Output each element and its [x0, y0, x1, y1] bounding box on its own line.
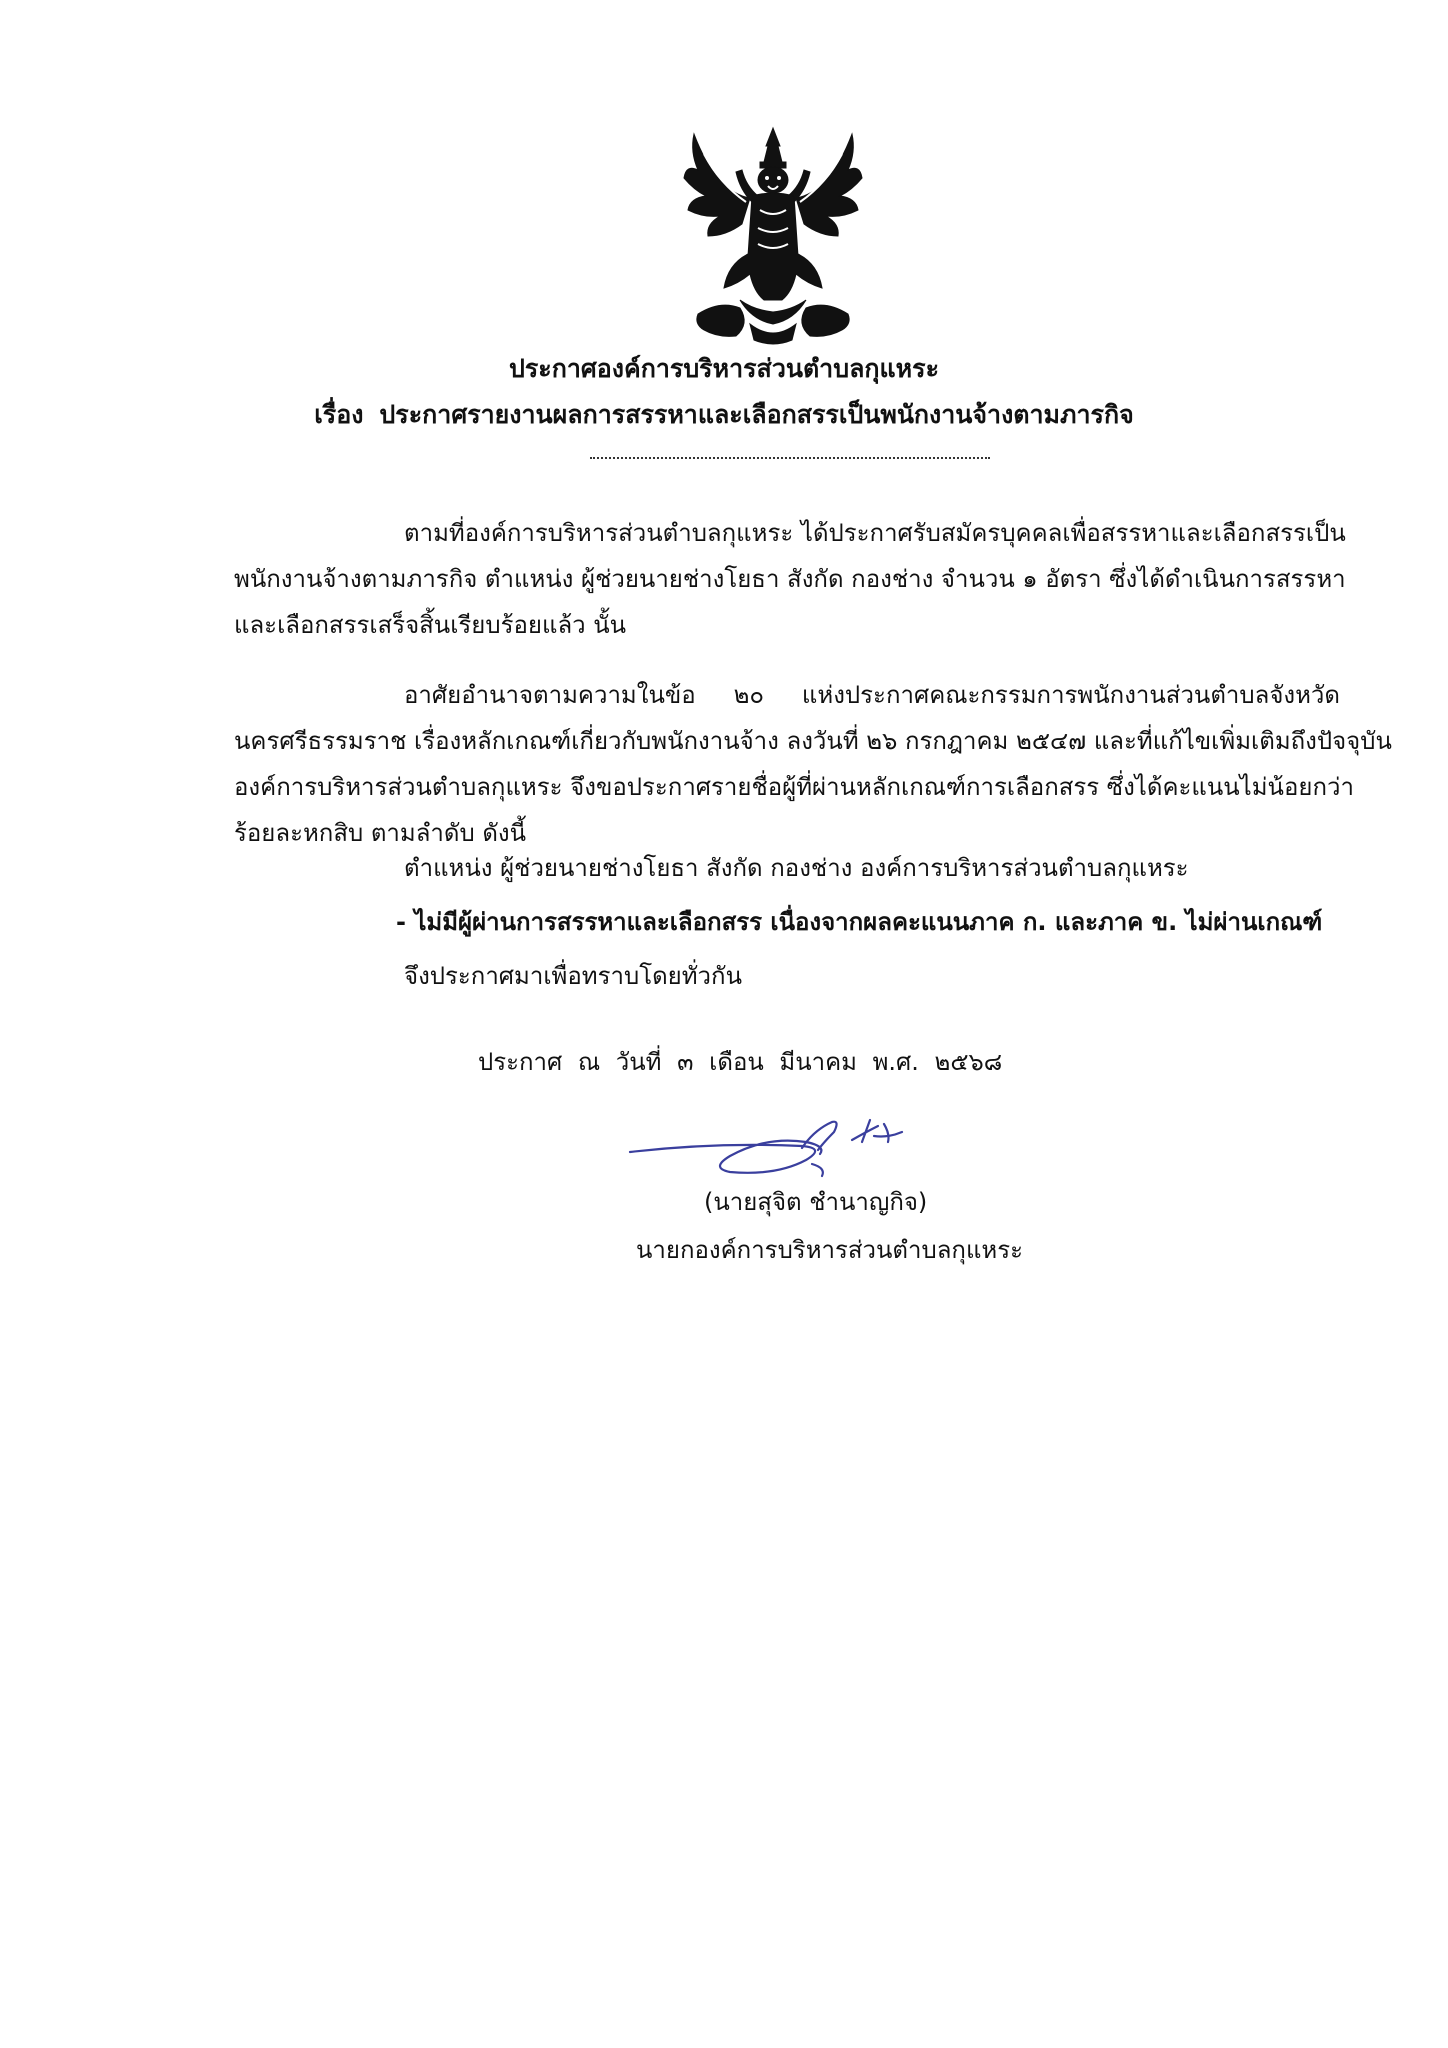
subject-label: เรื่อง — [314, 400, 364, 429]
signer-name: (นายสุจิต ชำนาญกิจ) — [704, 1188, 928, 1216]
paragraph-authority — [234, 672, 1392, 856]
announcement-title: ประกาศองค์การบริหารส่วนตำบลกุแหระ — [509, 354, 939, 383]
paragraph-line: องค์การบริหารส่วนตำบลกุแหระ จึงขอประกาศรายชื่อผู้ที่ผ่านหลักเกณฑ์การเลือกสรร ซึ่งได้คะแนนไม่น้อยกว่า — [234, 773, 1354, 801]
announcement-date: ประกาศ ณ วันที่ ๓ เดือน มีนาคม พ.ศ. ๒๕๖๘ — [478, 1048, 1003, 1076]
paragraph-line: อาศัยอำนาจตามความในข้อ ๒๐ แห่งประกาศคณะกรรมการพนักงานส่วนตำบลจังหวัด — [404, 681, 1340, 709]
position-line: ตำแหน่ง ผู้ช่วยนายช่างโยธา สังกัด กองช่าง องค์การบริหารส่วนตำบลกุแหระ — [404, 854, 1189, 882]
paragraph-line: พนักงานจ้างตามภารกิจ ตำแหน่ง ผู้ช่วยนายช่างโยธา สังกัด กองช่าง จำนวน ๑ อัตรา ซึ่งได้ดำเนินการสรรหา — [234, 565, 1346, 593]
signature-mark — [626, 1112, 934, 1178]
garuda-emblem-icon — [680, 124, 866, 348]
closing-line: จึงประกาศมาเพื่อทราบโดยทั่วกัน — [404, 962, 742, 990]
paragraph-line: ตามที่องค์การบริหารส่วนตำบลกุแหระ ได้ประกาศรับสมัครบุคคลเพื่อสรรหาและเลือกสรรเป็น — [404, 519, 1346, 547]
signer-title: นายกองค์การบริหารส่วนตำบลกุแหระ — [636, 1236, 1024, 1264]
paragraph-line: ร้อยละหกสิบ ตามลำดับ ดังนี้ — [234, 819, 527, 847]
dotted-divider — [590, 457, 990, 459]
result-line: - ไม่มีผู้ผ่านการสรรหาและเลือกสรร เนื่องจากผลคะแนนภาค ก. และภาค ข. ไม่ผ่านเกณฑ์ — [396, 908, 1323, 936]
paragraph-line: นครศรีธรรมราช เรื่องหลักเกณฑ์เกี่ยวกับพนักงานจ้าง ลงวันที่ ๒๖ กรกฎาคม ๒๕๔๗ และที่แก้ไขเพิ่มเติมถึงปัจจุบัน — [234, 727, 1392, 755]
announcement-subject — [0, 402, 1448, 427]
paragraph-recruitment — [234, 510, 1346, 648]
paragraph-line: และเลือกสรรเสร็จสิ้นเรียบร้อยแล้ว นั้น — [234, 611, 627, 639]
subject-text: ประกาศรายงานผลการสรรหาและเลือกสรรเป็นพนักงานจ้างตามภารกิจ — [379, 400, 1134, 429]
